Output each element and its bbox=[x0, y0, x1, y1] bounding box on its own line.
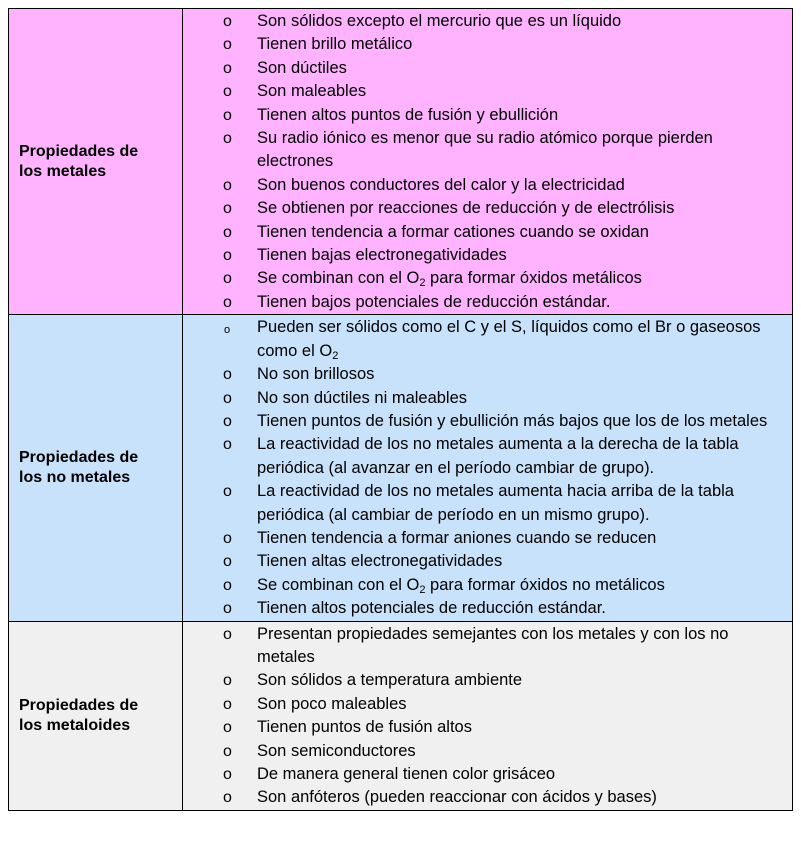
item-subscript: 2 bbox=[419, 583, 426, 596]
list-item bbox=[183, 221, 784, 244]
item-text: Tienen puntos de fusión y ebullición más bajos que los de los metales bbox=[257, 411, 768, 430]
item-text: La reactividad de los no metales aumenta hacia arriba de la tabla periódica (al cambiar de período en un mismo grupo). bbox=[257, 482, 734, 524]
bullet-icon: o bbox=[223, 83, 232, 101]
list-item bbox=[183, 786, 784, 809]
bullet-icon: o bbox=[223, 789, 232, 807]
list-item bbox=[183, 174, 784, 197]
list-item bbox=[183, 57, 784, 80]
list-item bbox=[183, 244, 784, 267]
list-item bbox=[183, 197, 784, 220]
list-item bbox=[183, 267, 784, 290]
row-label-line2: los no metales bbox=[19, 468, 131, 486]
bullet-icon: o bbox=[223, 766, 232, 783]
item-text: Presentan propiedades semejantes con los metales y con los no metales bbox=[257, 624, 729, 666]
list-item bbox=[183, 740, 784, 763]
property-list-metals bbox=[183, 10, 784, 314]
item-text: Su radio iónico es menor que su radio atómico porque pierden electrones bbox=[257, 129, 713, 171]
list-item bbox=[183, 480, 784, 527]
item-text: Se combinan con el O bbox=[257, 575, 420, 594]
list-item bbox=[183, 410, 784, 433]
item-text: Se obtienen por reacciones de reducción y de electrólisis bbox=[257, 199, 675, 218]
item-text: Tienen bajos potenciales de reducción estándar. bbox=[257, 292, 611, 311]
list-item bbox=[183, 387, 784, 410]
row-label-line2: los metales bbox=[19, 162, 107, 180]
item-text: La reactividad de los no metales aumenta a la derecha de la tabla periódica (al avanzar en el período cambiar de grupo). bbox=[257, 435, 739, 477]
list-item bbox=[183, 291, 784, 314]
bullet-icon: o bbox=[223, 553, 232, 571]
property-list-nonmetals bbox=[183, 316, 784, 620]
item-text: Son maleables bbox=[257, 82, 367, 101]
item-text: No son brillosos bbox=[257, 365, 375, 384]
item-text: Tienen brillo metálico bbox=[257, 35, 413, 54]
item-text: De manera general tienen color grisáceo bbox=[257, 765, 556, 783]
bullet-icon: o bbox=[223, 176, 232, 194]
bullet-icon: o bbox=[223, 13, 232, 30]
item-text-after: para formar óxidos metálicos bbox=[425, 269, 642, 288]
row-label-metals bbox=[9, 9, 183, 315]
list-item bbox=[183, 80, 784, 103]
bullet-icon: o bbox=[223, 625, 232, 643]
row-label-line2: los metaloides bbox=[19, 716, 131, 734]
item-text: Se combinan con el O bbox=[257, 269, 420, 288]
bullet-icon: o bbox=[223, 695, 232, 713]
item-text: Son buenos conductores del calor y la electricidad bbox=[257, 175, 625, 194]
item-text-after: para formar óxidos no metálicos bbox=[425, 575, 665, 594]
bullet-icon: o bbox=[223, 436, 232, 454]
bullet-icon: o bbox=[223, 130, 232, 148]
items-cell-metalloids bbox=[183, 621, 793, 810]
list-item bbox=[183, 433, 784, 480]
bullet-icon: o bbox=[223, 223, 232, 241]
item-text: Tienen puntos de fusión altos bbox=[257, 718, 472, 737]
row-label-line1: Propiedades de bbox=[19, 696, 139, 714]
bullet-icon: o bbox=[223, 600, 232, 618]
row-label-line1: Propiedades de bbox=[19, 142, 139, 160]
bullet-icon: o bbox=[223, 483, 232, 501]
row-label-nonmetals bbox=[9, 315, 183, 621]
bullet-icon: o bbox=[223, 366, 232, 384]
item-text: No son dúctiles ni maleables bbox=[257, 388, 468, 407]
bullet-icon: o bbox=[223, 59, 232, 77]
table-row-metals bbox=[9, 9, 793, 315]
item-text: Tienen tendencia a formar aniones cuando se reducen bbox=[257, 528, 657, 547]
bullet-icon: o bbox=[223, 270, 232, 288]
list-item bbox=[183, 716, 784, 739]
items-cell-nonmetals bbox=[183, 315, 793, 621]
list-item bbox=[183, 127, 784, 174]
table-row-metalloids bbox=[9, 621, 793, 810]
item-text: Tienen altos potenciales de reducción estándar. bbox=[257, 599, 606, 618]
item-subscript: 2 bbox=[332, 349, 339, 362]
item-text: Son dúctiles bbox=[257, 58, 347, 77]
item-subscript: 2 bbox=[419, 277, 426, 290]
list-item bbox=[183, 574, 784, 597]
bullet-icon: o bbox=[223, 672, 232, 690]
item-text: Son sólidos excepto el mercurio que es un líquido bbox=[257, 12, 622, 30]
list-item bbox=[183, 763, 784, 786]
bullet-icon: o bbox=[223, 293, 232, 311]
list-item bbox=[183, 527, 784, 550]
list-item bbox=[183, 623, 784, 670]
item-text: Pueden ser sólidos como el C y el S, líquidos como el Br o gaseosos como el O bbox=[257, 318, 761, 360]
row-label-line1: Propiedades de bbox=[19, 448, 139, 466]
item-text: Tienen tendencia a formar cationes cuando se oxidan bbox=[257, 222, 649, 241]
row-label-metalloids bbox=[9, 621, 183, 810]
list-item bbox=[183, 693, 784, 716]
bullet-icon: o bbox=[223, 719, 232, 737]
bullet-icon: o bbox=[223, 412, 232, 430]
list-item bbox=[183, 597, 784, 620]
item-text: Son semiconductores bbox=[257, 741, 416, 760]
list-item bbox=[183, 363, 784, 386]
bullet-icon: o bbox=[223, 200, 232, 218]
item-text: Tienen altas electronegatividades bbox=[257, 552, 503, 571]
bullet-icon: o bbox=[223, 247, 232, 265]
item-text: Son anfóteros (pueden reaccionar con ácidos y bases) bbox=[257, 788, 657, 807]
list-item bbox=[183, 104, 784, 127]
bullet-icon: o bbox=[223, 36, 232, 54]
list-item bbox=[183, 10, 784, 33]
bullet-icon: o bbox=[223, 576, 232, 594]
bullet-icon: o bbox=[223, 742, 232, 760]
table-row-nonmetals bbox=[9, 315, 793, 621]
list-item bbox=[183, 550, 784, 573]
list-item bbox=[183, 669, 784, 692]
property-list-metalloids bbox=[183, 623, 784, 810]
items-cell-metals bbox=[183, 9, 793, 315]
list-item bbox=[183, 33, 784, 56]
bullet-icon: o bbox=[224, 324, 231, 337]
item-text: Tienen bajas electronegatividades bbox=[257, 246, 507, 265]
bullet-icon: o bbox=[223, 106, 232, 124]
list-item bbox=[183, 316, 784, 363]
bullet-icon: o bbox=[223, 389, 232, 407]
properties-table bbox=[8, 8, 793, 811]
bullet-icon: o bbox=[223, 529, 232, 547]
item-text: Tienen altos puntos de fusión y ebullición bbox=[257, 105, 559, 124]
item-text: Son poco maleables bbox=[257, 694, 407, 713]
item-text: Son sólidos a temperatura ambiente bbox=[257, 671, 523, 690]
